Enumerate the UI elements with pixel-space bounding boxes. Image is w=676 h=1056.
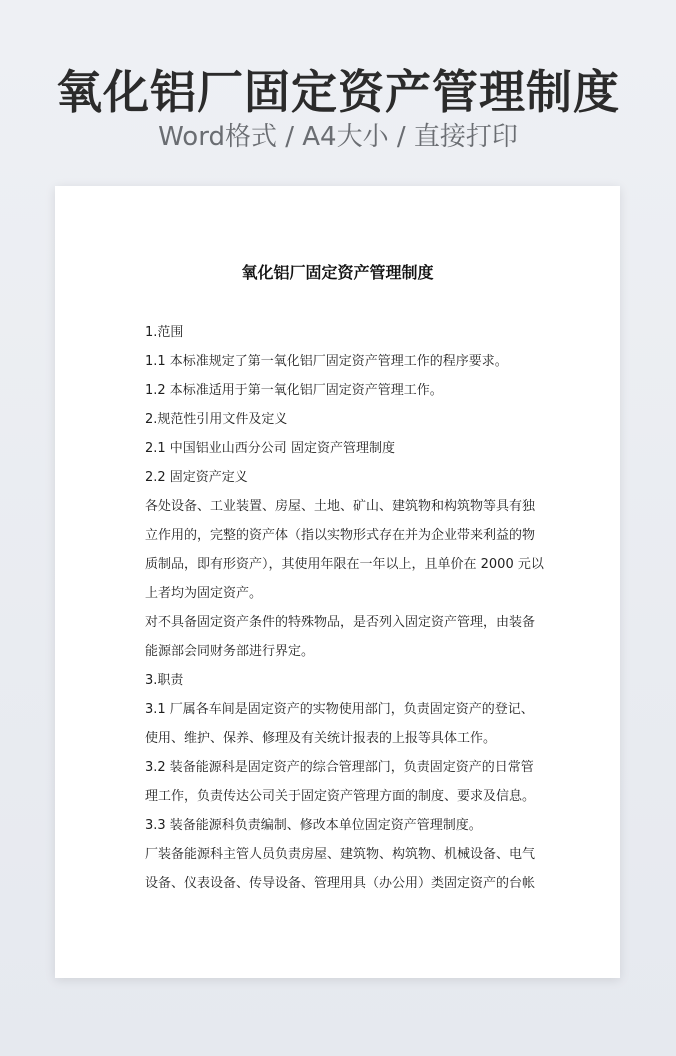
paragraph-line: 1.2 本标准适用于第一氧化铝厂固定资产管理工作。 — [145, 383, 443, 398]
paragraph-line: 1.1 本标准规定了第一氧化铝厂固定资产管理工作的程序要求。 — [145, 354, 508, 369]
paragraph-line: 上者均为固定资产。 — [145, 586, 263, 601]
banner-subtitle: Word格式 / A4大小 / 直接打印 — [158, 122, 518, 152]
section-heading: 2.规范性引用文件及定义 — [145, 412, 288, 427]
paragraph-line: 各处设备、工业装置、房屋、土地、矿山、建筑物和构筑物等具有独 — [145, 499, 536, 514]
section-heading: 3.职责 — [145, 673, 184, 688]
paragraph-line: 能源部会同财务部进行界定。 — [145, 644, 315, 659]
paragraph-line: 2.2 固定资产定义 — [145, 470, 248, 485]
paragraph-line: 2.1 中国铝业山西分公司 固定资产管理制度 — [145, 441, 395, 456]
paragraph-line: 立作用的，完整的资产体（指以实物形式存在并为企业带来利益的物 — [145, 528, 536, 543]
document-body — [145, 318, 544, 898]
paragraph-line: 对不具备固定资产条件的特殊物品，是否列入固定资产管理，由装备 — [145, 615, 536, 630]
paragraph-line: 设备、仪表设备、传导设备、管理用具（办公用）类固定资产的台帐 — [145, 876, 536, 891]
document-title: 氧化铝厂固定资产管理制度 — [241, 263, 434, 282]
paragraph-line: 3.1 厂属各车间是固定资产的实物使用部门，负责固定资产的登记、 — [145, 702, 534, 717]
paragraph-line: 3.2 装备能源科是固定资产的综合管理部门，负责固定资产的日常管 — [145, 760, 534, 775]
paragraph-line: 厂装备能源科主管人员负责房屋、建筑物、构筑物、机械设备、电气 — [145, 847, 536, 862]
banner-title: 氧化铝厂固定资产管理制度 — [56, 65, 620, 119]
paragraph-line: 使用、维护、保养、修理及有关统计报表的上报等具体工作。 — [145, 731, 497, 746]
document-page — [55, 186, 620, 978]
paragraph-line: 质制品，即有形资产），其使用年限在一年以上，且单价在 2000 元以 — [145, 557, 544, 572]
section-heading: 1.范围 — [145, 325, 184, 340]
paragraph-line: 3.3 装备能源科负责编制、修改本单位固定资产管理制度。 — [145, 818, 482, 833]
paragraph-line: 理工作，负责传达公司关于固定资产管理方面的制度、要求及信息。 — [145, 789, 536, 804]
